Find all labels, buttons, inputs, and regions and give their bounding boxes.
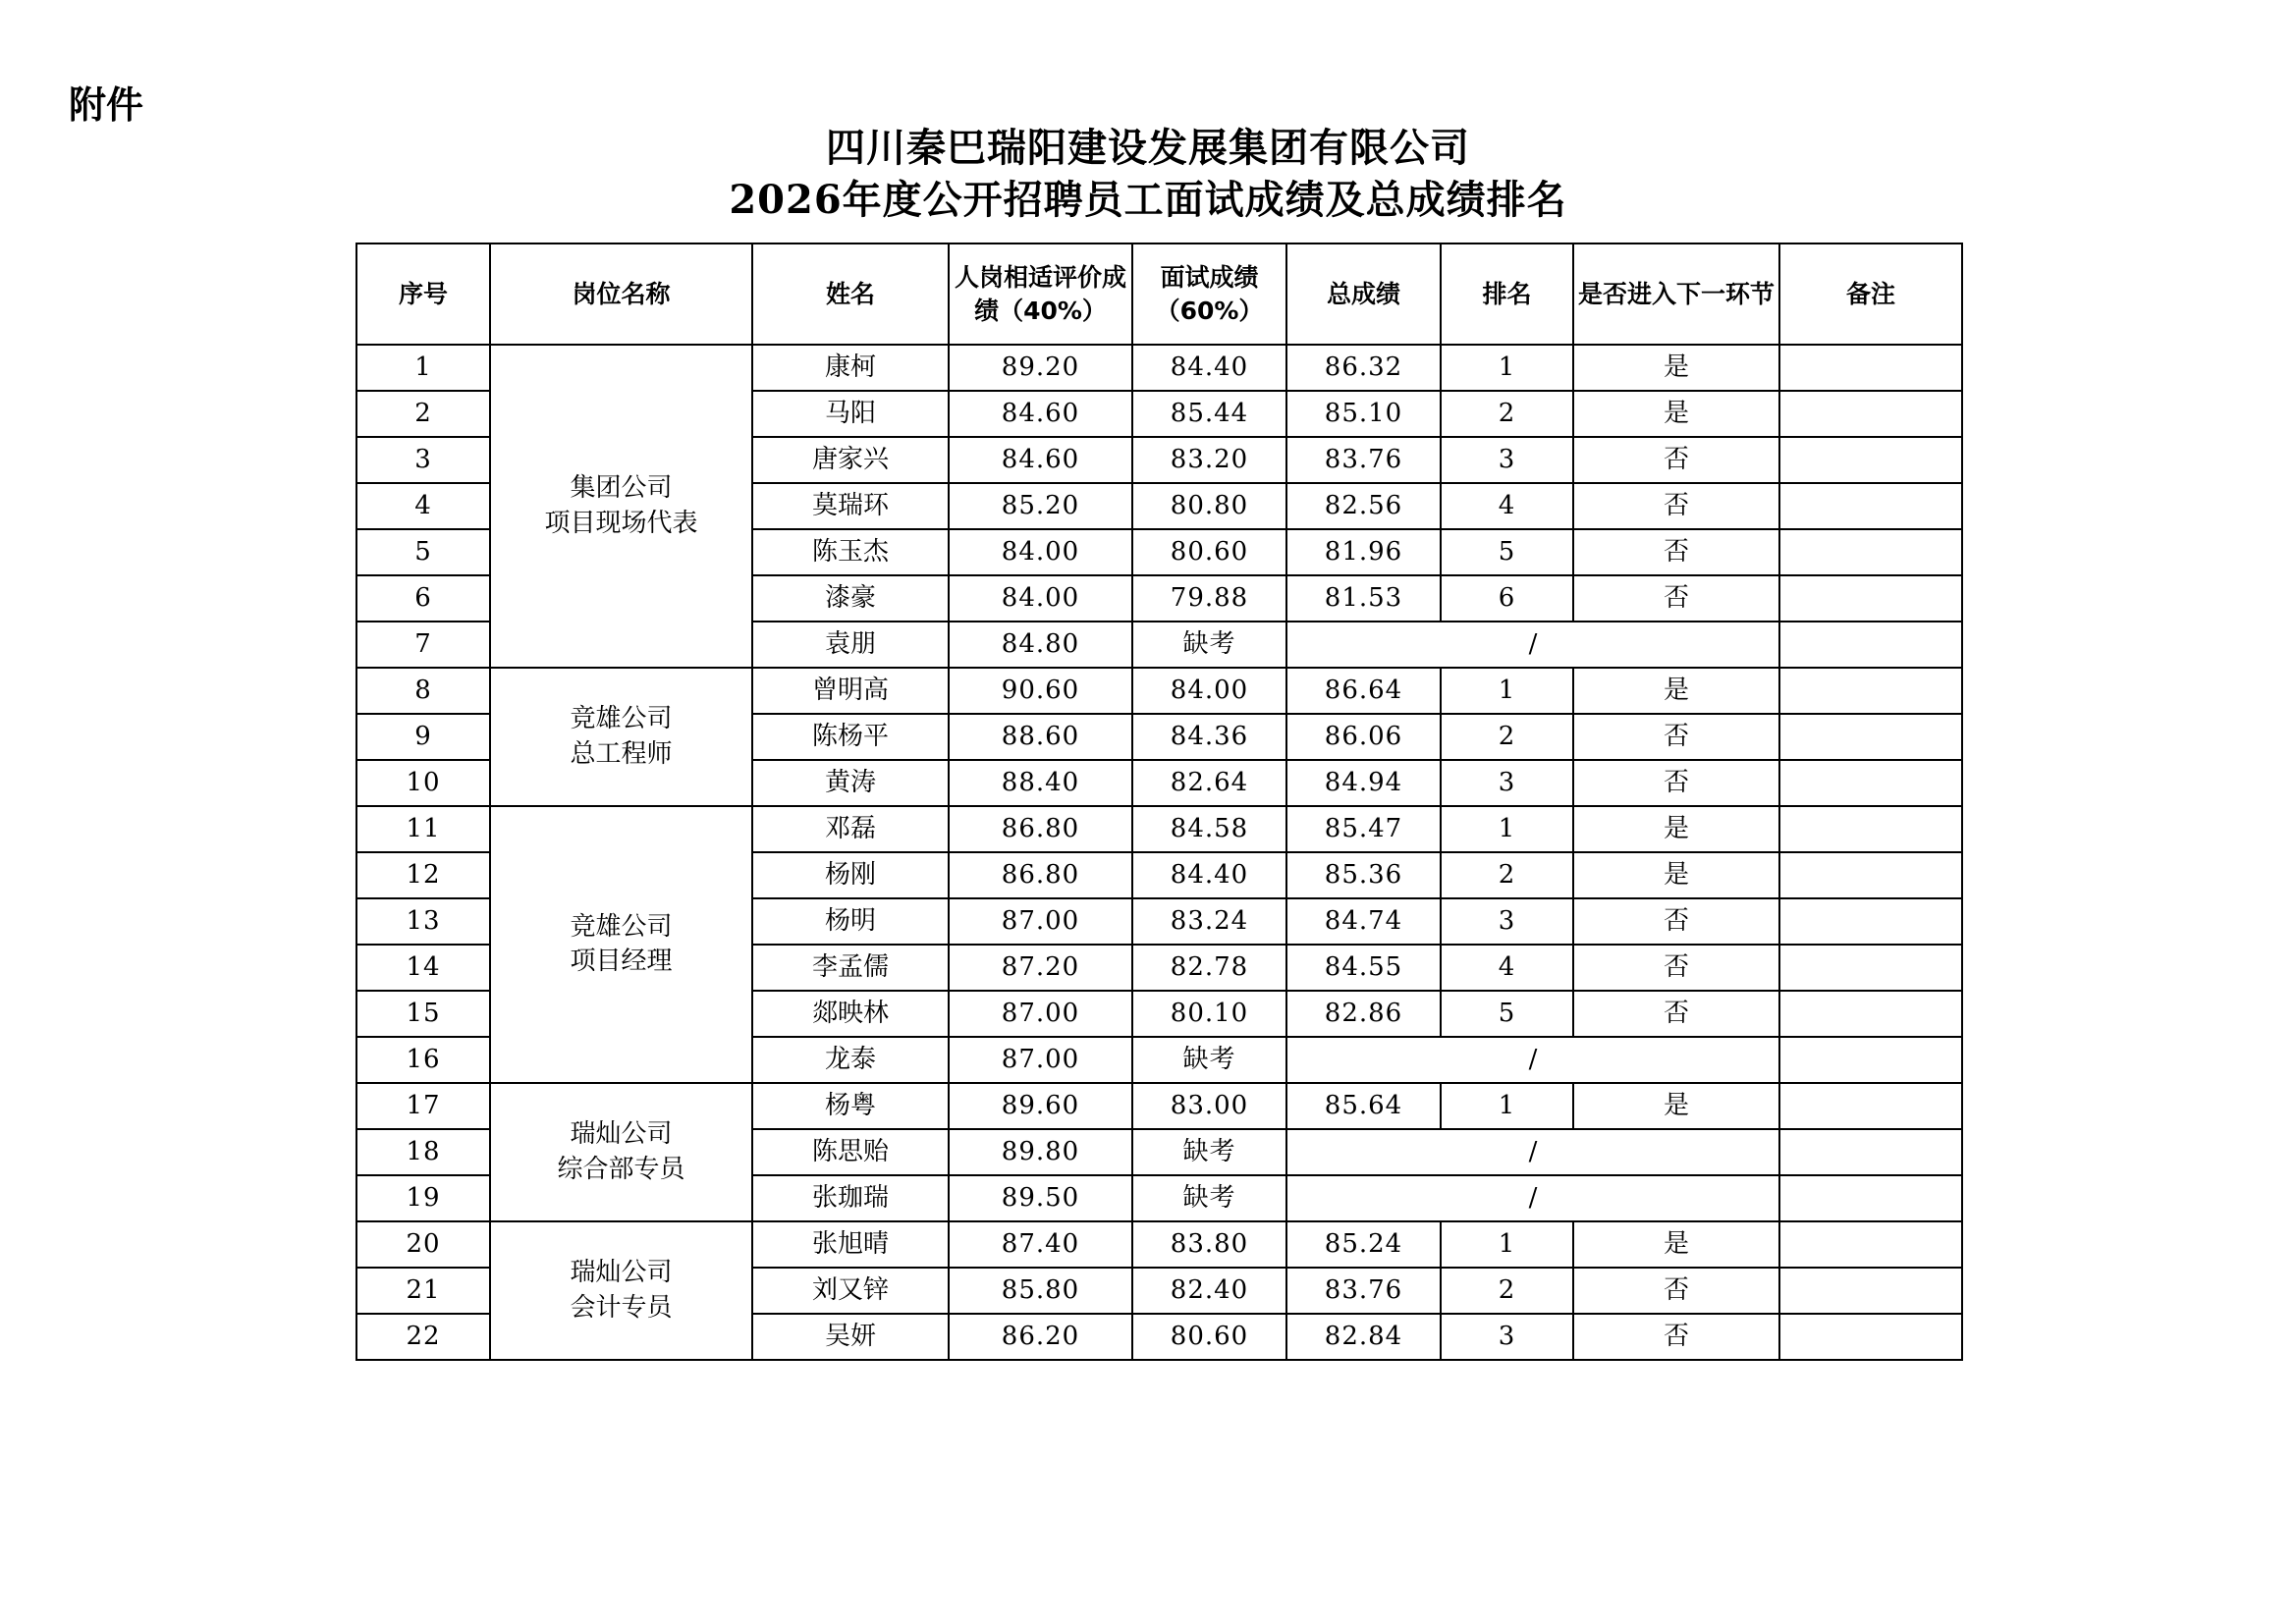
table-row xyxy=(356,806,1962,852)
candidate-name-cell: 唐家兴 xyxy=(752,437,949,483)
total-score-cell: 85.24 xyxy=(1286,1221,1441,1268)
position-name-cell xyxy=(490,1083,752,1221)
candidate-name-cell: 张旭晴 xyxy=(752,1221,949,1268)
interview-score-cell: 84.40 xyxy=(1132,345,1286,391)
interview-score-cell: 缺考 xyxy=(1132,622,1286,668)
interview-score-cell: 缺考 xyxy=(1132,1175,1286,1221)
candidate-name-cell: 邓磊 xyxy=(752,806,949,852)
candidate-name-cell: 莫瑞环 xyxy=(752,483,949,529)
position-name-line: 瑞灿公司 xyxy=(570,1119,673,1150)
serial-number-cell: 15 xyxy=(356,991,490,1037)
serial-number-cell: 2 xyxy=(356,391,490,437)
candidate-name-cell: 李孟儒 xyxy=(752,945,949,991)
candidate-name-cell: 漆豪 xyxy=(752,575,949,622)
total-score-cell: 84.94 xyxy=(1286,760,1441,806)
absent-merged-cell: / xyxy=(1286,622,1779,668)
rank-cell: 5 xyxy=(1441,991,1573,1037)
total-score-cell: 82.84 xyxy=(1286,1314,1441,1360)
remarks-cell xyxy=(1779,668,1962,714)
absent-merged-cell: / xyxy=(1286,1037,1779,1083)
rank-cell: 1 xyxy=(1441,345,1573,391)
rank-cell: 4 xyxy=(1441,483,1573,529)
position-name-cell xyxy=(490,806,752,1083)
fit-score-cell: 87.00 xyxy=(949,898,1132,945)
fit-score-cell: 89.60 xyxy=(949,1083,1132,1129)
advance-status-cell: 否 xyxy=(1573,760,1779,806)
header-cell: 是否进入下一环节 xyxy=(1573,243,1779,345)
results-table xyxy=(355,243,1963,1361)
rank-cell: 1 xyxy=(1441,1221,1573,1268)
table-header-row xyxy=(356,243,1962,345)
serial-number-cell: 14 xyxy=(356,945,490,991)
fit-score-cell: 85.80 xyxy=(949,1268,1132,1314)
candidate-name-cell: 龙泰 xyxy=(752,1037,949,1083)
rank-cell: 5 xyxy=(1441,529,1573,575)
header-cell: 面试成绩（60%） xyxy=(1132,243,1286,345)
position-name-line: 竞雄公司 xyxy=(570,704,673,734)
serial-number-cell: 13 xyxy=(356,898,490,945)
total-score-cell: 83.76 xyxy=(1286,437,1441,483)
interview-score-cell: 83.80 xyxy=(1132,1221,1286,1268)
serial-number-cell: 19 xyxy=(356,1175,490,1221)
fit-score-cell: 89.50 xyxy=(949,1175,1132,1221)
interview-score-cell: 84.58 xyxy=(1132,806,1286,852)
advance-status-cell: 否 xyxy=(1573,575,1779,622)
rank-cell: 3 xyxy=(1441,760,1573,806)
interview-score-cell: 83.24 xyxy=(1132,898,1286,945)
fit-score-cell: 86.20 xyxy=(949,1314,1132,1360)
advance-status-cell: 否 xyxy=(1573,483,1779,529)
rank-cell: 1 xyxy=(1441,806,1573,852)
table-row xyxy=(356,1221,1962,1268)
advance-status-cell: 是 xyxy=(1573,668,1779,714)
candidate-name-cell: 张珈瑞 xyxy=(752,1175,949,1221)
document-title: 四川秦巴瑞阳建设发展集团有限公司 xyxy=(826,125,1470,171)
remarks-cell xyxy=(1779,760,1962,806)
header-cell: 姓名 xyxy=(752,243,949,345)
rank-cell: 2 xyxy=(1441,1268,1573,1314)
serial-number-cell: 11 xyxy=(356,806,490,852)
fit-score-cell: 88.40 xyxy=(949,760,1132,806)
interview-score-cell: 84.00 xyxy=(1132,668,1286,714)
advance-status-cell: 否 xyxy=(1573,529,1779,575)
advance-status-cell: 是 xyxy=(1573,806,1779,852)
total-score-cell: 84.55 xyxy=(1286,945,1441,991)
advance-status-cell: 是 xyxy=(1573,1083,1779,1129)
remarks-cell xyxy=(1779,1314,1962,1360)
interview-score-cell: 82.64 xyxy=(1132,760,1286,806)
candidate-name-cell: 杨粤 xyxy=(752,1083,949,1129)
rank-cell: 2 xyxy=(1441,852,1573,898)
remarks-cell xyxy=(1779,852,1962,898)
remarks-cell xyxy=(1779,1268,1962,1314)
absent-merged-cell: / xyxy=(1286,1129,1779,1175)
fit-score-cell: 85.20 xyxy=(949,483,1132,529)
interview-score-cell: 79.88 xyxy=(1132,575,1286,622)
serial-number-cell: 18 xyxy=(356,1129,490,1175)
fit-score-cell: 86.80 xyxy=(949,806,1132,852)
fit-score-cell: 84.80 xyxy=(949,622,1132,668)
fit-score-cell: 87.00 xyxy=(949,1037,1132,1083)
header-cell: 总成绩 xyxy=(1286,243,1441,345)
rank-cell: 2 xyxy=(1441,391,1573,437)
total-score-cell: 85.10 xyxy=(1286,391,1441,437)
advance-status-cell: 否 xyxy=(1573,437,1779,483)
fit-score-cell: 87.20 xyxy=(949,945,1132,991)
serial-number-cell: 22 xyxy=(356,1314,490,1360)
advance-status-cell: 否 xyxy=(1573,991,1779,1037)
position-name-line: 会计专员 xyxy=(570,1292,673,1323)
total-score-cell: 86.32 xyxy=(1286,345,1441,391)
serial-number-cell: 20 xyxy=(356,1221,490,1268)
remarks-cell xyxy=(1779,898,1962,945)
remarks-cell xyxy=(1779,529,1962,575)
candidate-name-cell: 黄涛 xyxy=(752,760,949,806)
advance-status-cell: 否 xyxy=(1573,1314,1779,1360)
candidate-name-cell: 马阳 xyxy=(752,391,949,437)
interview-score-cell: 80.10 xyxy=(1132,991,1286,1037)
remarks-cell xyxy=(1779,622,1962,668)
advance-status-cell: 是 xyxy=(1573,852,1779,898)
serial-number-cell: 17 xyxy=(356,1083,490,1129)
remarks-cell xyxy=(1779,945,1962,991)
candidate-name-cell: 陈玉杰 xyxy=(752,529,949,575)
advance-status-cell: 是 xyxy=(1573,345,1779,391)
total-score-cell: 86.64 xyxy=(1286,668,1441,714)
serial-number-cell: 8 xyxy=(356,668,490,714)
remarks-cell xyxy=(1779,1129,1962,1175)
position-name-cell xyxy=(490,345,752,668)
serial-number-cell: 7 xyxy=(356,622,490,668)
advance-status-cell: 否 xyxy=(1573,898,1779,945)
fit-score-cell: 87.00 xyxy=(949,991,1132,1037)
position-name-cell xyxy=(490,1221,752,1360)
candidate-name-cell: 陈思贻 xyxy=(752,1129,949,1175)
serial-number-cell: 12 xyxy=(356,852,490,898)
rank-cell: 4 xyxy=(1441,945,1573,991)
serial-number-cell: 9 xyxy=(356,714,490,760)
candidate-name-cell: 郯映林 xyxy=(752,991,949,1037)
position-name-line: 总工程师 xyxy=(570,738,673,769)
total-score-cell: 82.56 xyxy=(1286,483,1441,529)
total-score-cell: 86.06 xyxy=(1286,714,1441,760)
remarks-cell xyxy=(1779,575,1962,622)
remarks-cell xyxy=(1779,714,1962,760)
remarks-cell xyxy=(1779,437,1962,483)
serial-number-cell: 16 xyxy=(356,1037,490,1083)
position-name-line: 项目经理 xyxy=(570,947,673,976)
fit-score-cell: 90.60 xyxy=(949,668,1132,714)
remarks-cell xyxy=(1779,1083,1962,1129)
attachment-label: 附件 xyxy=(69,83,144,127)
serial-number-cell: 10 xyxy=(356,760,490,806)
fit-score-cell: 86.80 xyxy=(949,852,1132,898)
remarks-cell xyxy=(1779,1037,1962,1083)
interview-score-cell: 85.44 xyxy=(1132,391,1286,437)
table-row xyxy=(356,668,1962,714)
position-name-cell xyxy=(490,668,752,806)
fit-score-cell: 88.60 xyxy=(949,714,1132,760)
total-score-cell: 84.74 xyxy=(1286,898,1441,945)
fit-score-cell: 84.00 xyxy=(949,575,1132,622)
advance-status-cell: 是 xyxy=(1573,1221,1779,1268)
rank-cell: 1 xyxy=(1441,668,1573,714)
serial-number-cell: 3 xyxy=(356,437,490,483)
remarks-cell xyxy=(1779,345,1962,391)
serial-number-cell: 5 xyxy=(356,529,490,575)
serial-number-cell: 6 xyxy=(356,575,490,622)
candidate-name-cell: 杨刚 xyxy=(752,852,949,898)
total-score-cell: 85.36 xyxy=(1286,852,1441,898)
advance-status-cell: 否 xyxy=(1573,1268,1779,1314)
rank-cell: 3 xyxy=(1441,1314,1573,1360)
remarks-cell xyxy=(1779,1175,1962,1221)
remarks-cell xyxy=(1779,483,1962,529)
fit-score-cell: 84.60 xyxy=(949,437,1132,483)
table-row xyxy=(356,1083,1962,1129)
remarks-cell xyxy=(1779,391,1962,437)
interview-score-cell: 80.60 xyxy=(1132,529,1286,575)
serial-number-cell: 1 xyxy=(356,345,490,391)
interview-score-cell: 82.40 xyxy=(1132,1268,1286,1314)
header-cell: 人岗相适评价成绩（40%） xyxy=(949,243,1132,345)
rank-cell: 3 xyxy=(1441,437,1573,483)
position-name-line: 集团公司 xyxy=(570,473,673,504)
header-cell: 序号 xyxy=(356,243,490,345)
candidate-name-cell: 刘又锌 xyxy=(752,1268,949,1314)
absent-merged-cell: / xyxy=(1286,1175,1779,1221)
candidate-name-cell: 袁朋 xyxy=(752,622,949,668)
header-cell: 岗位名称 xyxy=(490,243,752,345)
advance-status-cell: 否 xyxy=(1573,714,1779,760)
fit-score-cell: 84.00 xyxy=(949,529,1132,575)
remarks-cell xyxy=(1779,806,1962,852)
total-score-cell: 82.86 xyxy=(1286,991,1441,1037)
interview-score-cell: 84.36 xyxy=(1132,714,1286,760)
header-cell: 备注 xyxy=(1779,243,1962,345)
interview-score-cell: 82.78 xyxy=(1132,945,1286,991)
total-score-cell: 85.47 xyxy=(1286,806,1441,852)
advance-status-cell: 否 xyxy=(1573,945,1779,991)
interview-score-cell: 83.20 xyxy=(1132,437,1286,483)
candidate-name-cell: 吴妍 xyxy=(752,1314,949,1360)
position-name-line: 项目现场代表 xyxy=(544,508,698,538)
remarks-cell xyxy=(1779,991,1962,1037)
fit-score-cell: 89.20 xyxy=(949,345,1132,391)
position-name-line: 竞雄公司 xyxy=(570,911,673,942)
interview-score-cell: 80.80 xyxy=(1132,483,1286,529)
fit-score-cell: 87.40 xyxy=(949,1221,1132,1268)
rank-cell: 1 xyxy=(1441,1083,1573,1129)
interview-score-cell: 80.60 xyxy=(1132,1314,1286,1360)
total-score-cell: 83.76 xyxy=(1286,1268,1441,1314)
rank-cell: 3 xyxy=(1441,898,1573,945)
header-cell: 排名 xyxy=(1441,243,1573,345)
interview-score-cell: 缺考 xyxy=(1132,1129,1286,1175)
total-score-cell: 81.53 xyxy=(1286,575,1441,622)
candidate-name-cell: 曾明高 xyxy=(752,668,949,714)
position-name-line: 综合部专员 xyxy=(557,1154,685,1184)
interview-score-cell: 缺考 xyxy=(1132,1037,1286,1083)
rank-cell: 6 xyxy=(1441,575,1573,622)
interview-score-cell: 84.40 xyxy=(1132,852,1286,898)
serial-number-cell: 4 xyxy=(356,483,490,529)
advance-status-cell: 是 xyxy=(1573,391,1779,437)
interview-score-cell: 83.00 xyxy=(1132,1083,1286,1129)
table-row xyxy=(356,345,1962,391)
fit-score-cell: 84.60 xyxy=(949,391,1132,437)
total-score-cell: 85.64 xyxy=(1286,1083,1441,1129)
table-body xyxy=(356,345,1962,1360)
candidate-name-cell: 杨明 xyxy=(752,898,949,945)
position-name-line: 瑞灿公司 xyxy=(570,1258,673,1288)
rank-cell: 2 xyxy=(1441,714,1573,760)
serial-number-cell: 21 xyxy=(356,1268,490,1314)
fit-score-cell: 89.80 xyxy=(949,1129,1132,1175)
document-subtitle: 2026年度公开招聘员工面试成绩及总成绩排名 xyxy=(729,177,1567,223)
remarks-cell xyxy=(1779,1221,1962,1268)
candidate-name-cell: 康柯 xyxy=(752,345,949,391)
candidate-name-cell: 陈杨平 xyxy=(752,714,949,760)
total-score-cell: 81.96 xyxy=(1286,529,1441,575)
